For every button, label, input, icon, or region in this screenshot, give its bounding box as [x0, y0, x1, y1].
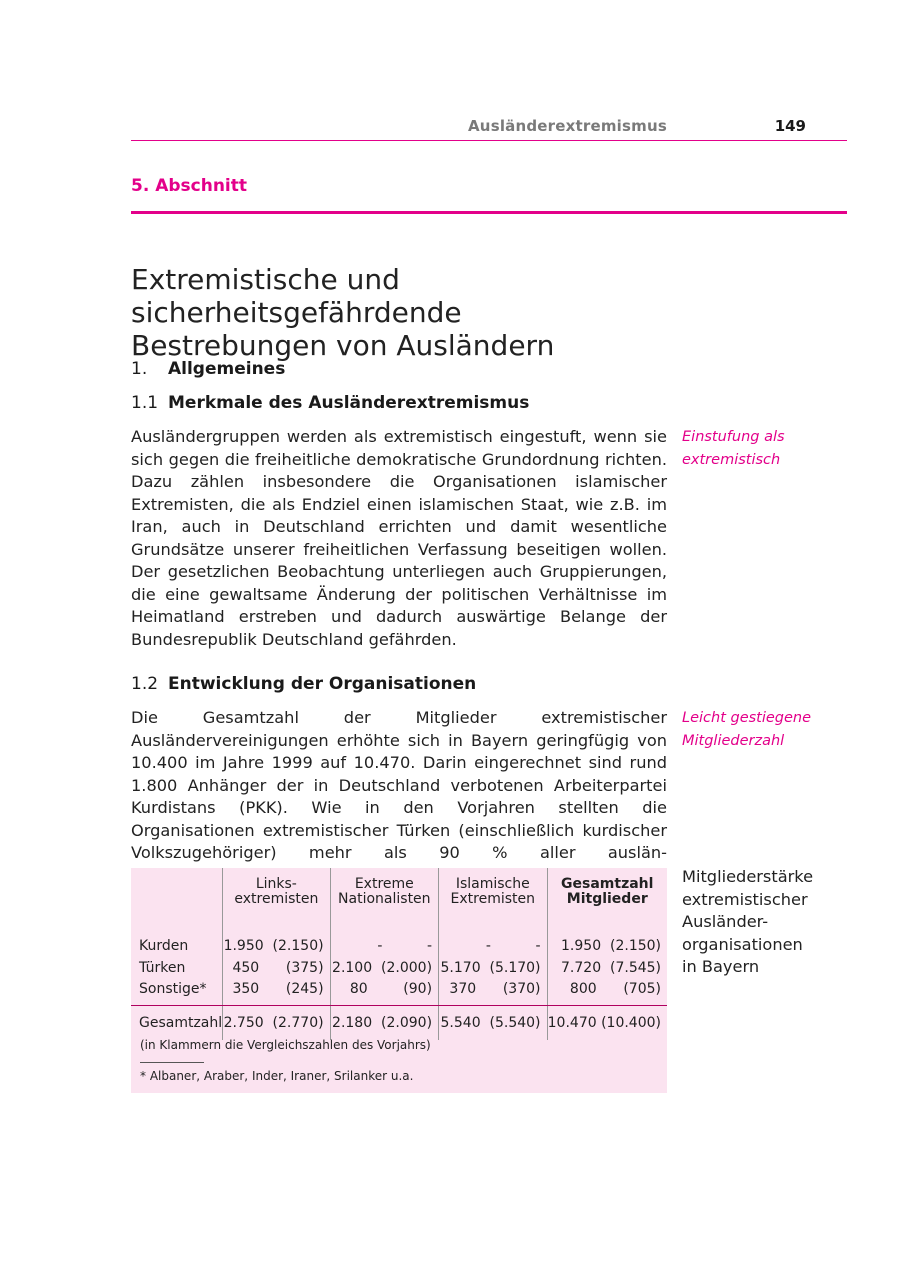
membership-table-box — [131, 868, 667, 1093]
table-cell: 5.540 (5.540) — [439, 1005, 547, 1040]
paragraph-merkmale: Ausländergruppen werden als extremistisch eingestuft, wenn sie sich gegen die freiheitliche demokratische Grundordnung richten. Dazu zählen insbesondere die Organisationen islamischer Extremisten, die als Endziel einen islamischen Staat, wie z.B. im Iran, auch in Deutschland errichten und damit wesentliche Grundsätze unserer freiheitlichen Verfassung beseitigen wollen. Der gesetzlichen Beobachtung unterliegen auch Gruppierungen, die eine gewaltsame Änderung der politischen Verhältnisse im Heimatland erstreben und dadurch auswärtige Belange der Bundesrepublik Deutschland gefährden. — [131, 427, 667, 649]
table-cell: 450 (375) — [223, 958, 330, 980]
margin-note-line: extremistisch — [682, 452, 781, 468]
margin-note-einstufung — [682, 426, 852, 472]
membership-table — [131, 868, 667, 1040]
table-corner — [131, 868, 223, 934]
header-rule — [131, 140, 847, 141]
heading-allgemeines — [131, 359, 285, 379]
table-cell: - - — [330, 934, 438, 958]
chapter-title-line2: Bestrebungen von Ausländern — [131, 329, 555, 362]
col-header-nationalisten: Extreme Nationalisten — [330, 868, 438, 934]
heading-number: 1.1 — [131, 393, 159, 413]
table-row — [131, 958, 667, 980]
table-total-row — [131, 1005, 667, 1040]
table-cell: 2.100 (2.000) — [330, 958, 438, 980]
caption-line: organisationen — [682, 934, 803, 954]
table-cell: 10.470 (10.400) — [547, 1005, 667, 1040]
section-rule — [131, 211, 847, 214]
table-footnote: * Albaner, Araber, Inder, Iraner, Srilanker u.a. — [140, 1069, 414, 1083]
table-cell: 5.170 (5.170) — [439, 958, 547, 980]
row-label: Sonstige* — [131, 979, 223, 1005]
row-label: Türken — [139, 959, 186, 976]
paragraph-entwicklung: Die Gesamtzahl der Mitglieder extremistischer Ausländervereinigungen erhöhte sich in Bayern geringfügig von 10.400 im Jahre 1999 auf 10.470. Darin eingerechnet sind rund 1.800 Anhänger der in Deutschland verbotenen Arbeiterpartei Kurdistans (PKK). Wie in den Vorjahren stellten die Organisationen extremistischer Türken (einschließlich kurdischer Volkszugehöriger) mehr als 90 % aller auslän- — [131, 708, 667, 862]
chapter-title-line1: Extremistische und sicherheitsgefährdende — [131, 263, 462, 329]
heading-number: 1. — [131, 359, 148, 379]
margin-note-line: Leicht gestiegene — [682, 710, 812, 726]
margin-note-line: Einstufung als — [682, 429, 785, 445]
heading-text: Merkmale des Ausländerextremismus — [168, 393, 530, 413]
row-label: Kurden — [139, 938, 189, 954]
table-cell: 2.180 (2.090) — [330, 1005, 438, 1040]
col-header-gesamt: Gesamtzahl Mitglieder — [547, 868, 667, 934]
table-cell: 1.950 (2.150) — [223, 934, 330, 958]
heading-text: Entwicklung der Organisationen — [168, 674, 477, 694]
col-header-islamisch: Islamische Extremisten — [439, 868, 547, 934]
col-header-links: Links- extremisten — [223, 868, 330, 934]
heading-number: 1.2 — [131, 674, 159, 694]
footnote-rule — [140, 1062, 204, 1063]
table-cell: 2.750 (2.770) — [223, 1005, 330, 1040]
table-cell: 370 (370) — [439, 979, 547, 1005]
table-cell: - - — [439, 934, 547, 958]
table-note: (in Klammern die Vergleichszahlen des Vorjahrs) — [140, 1038, 431, 1052]
row-label: Gesamtzahl — [139, 1014, 223, 1031]
chapter-title — [131, 263, 731, 362]
table-row — [131, 979, 667, 1005]
margin-note-line: Mitgliederzahl — [682, 733, 785, 749]
table-caption — [682, 866, 852, 979]
section-label: 5. Abschnitt — [131, 176, 248, 196]
table-cell: 80 (90) — [330, 979, 438, 1005]
heading-entwicklung — [131, 674, 476, 694]
table-cell: 1.950 (2.150) — [547, 934, 667, 958]
running-title: Ausländerextremismus — [468, 117, 667, 135]
table-header-row — [131, 868, 667, 934]
table-cell: 800 (705) — [547, 979, 667, 1005]
table-cell: 7.720 (7.545) — [547, 958, 667, 980]
page-number: 149 — [774, 117, 806, 135]
margin-note-mitgliederzahl — [682, 707, 852, 753]
caption-line: in Bayern — [682, 957, 760, 976]
caption-line: Ausländer- — [682, 912, 769, 931]
caption-line: extremistischer — [682, 889, 808, 909]
caption-line: Mitgliederstärke — [682, 867, 814, 886]
heading-text: Allgemeines — [168, 359, 286, 379]
table-row — [131, 934, 667, 958]
heading-merkmale — [131, 393, 529, 413]
table-cell: 350 (245) — [223, 979, 330, 1005]
